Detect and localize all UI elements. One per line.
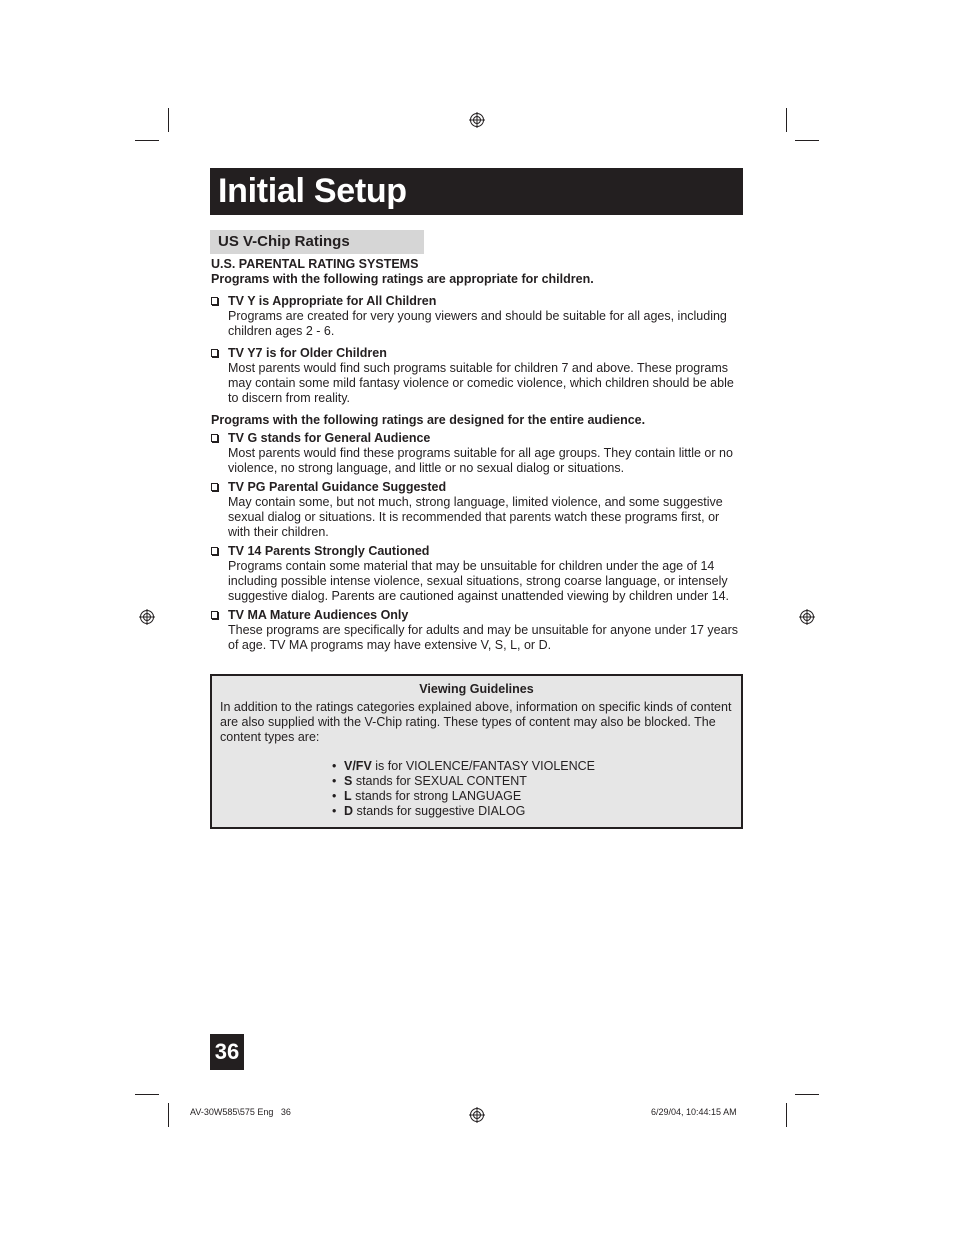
rating-systems-heading: U.S. PARENTAL RATING SYSTEMS: [211, 257, 419, 271]
rating-title: TV Y7 is for Older Children: [228, 346, 387, 360]
rating-title: TV PG Parental Guidance Suggested: [228, 480, 447, 494]
registration-mark-icon: [139, 609, 155, 625]
crop-mark: [168, 1103, 169, 1127]
page-title-bar: [210, 168, 743, 215]
rating-item: [211, 346, 743, 406]
rating-title: TV Y is Appropriate for All Children: [228, 294, 437, 308]
checkbox-bullet-icon: [211, 483, 218, 491]
content-code: D: [344, 804, 354, 818]
content-description: is for VIOLENCE/FANTASY VIOLENCE: [371, 759, 596, 773]
rating-title: TV MA Mature Audiences Only: [228, 608, 409, 622]
bullet-icon: •: [332, 804, 337, 818]
rating-description: These programs are specifically for adults and may be unsuitable for anyone under 17 years of age. TV MA programs may have extensive V, S, L, or D.: [228, 623, 739, 652]
rating-description: Programs are created for very young viewers and should be suitable for all ages, including children ages 2 - 6.: [228, 309, 727, 338]
rating-item: [211, 608, 743, 653]
rating-description: Most parents would find such programs suitable for children 7 and above. These programs may contain some mild fantasy violence or comedic violence, which children should be able to discern from reality.: [228, 361, 734, 405]
ratings-content: [211, 257, 743, 653]
checkbox-bullet-icon: [211, 349, 218, 357]
rating-item: [211, 480, 743, 540]
crop-mark: [795, 140, 819, 141]
registration-mark-icon: [799, 609, 815, 625]
list-item: [332, 789, 595, 804]
list-item: [332, 774, 595, 789]
crop-mark: [135, 140, 159, 141]
footer-file-info: AV-30W585\575 Eng 36: [190, 1107, 291, 1117]
content-description: stands for strong LANGUAGE: [351, 789, 522, 803]
checkbox-bullet-icon: [211, 611, 218, 619]
bullet-icon: •: [332, 774, 337, 788]
checkbox-bullet-icon: [211, 434, 218, 442]
crop-mark: [786, 108, 787, 132]
rating-item: [211, 431, 743, 476]
content-types-list: [332, 759, 595, 819]
crop-mark: [795, 1094, 819, 1095]
rating-item: [211, 544, 743, 604]
rating-description: May contain some, but not much, strong language, limited violence, and some suggestive sexual dialog or situations. It is recommended that parents watch these programs first, or with their children.: [228, 495, 723, 539]
content-code: L: [344, 789, 352, 803]
rating-description: Programs contain some material that may be unsuitable for children under the age of 14 including possible intense violence, sexual situations, strong coarse language, or intensely suggestive dialog. Parents are cautioned against unattended viewing by children under 14.: [228, 559, 730, 603]
bullet-icon: •: [332, 759, 337, 773]
page-title: Initial Setup: [218, 172, 407, 210]
checkbox-bullet-icon: [211, 547, 218, 555]
footer-timestamp: 6/29/04, 10:44:15 AM: [651, 1107, 737, 1117]
list-item: [332, 804, 595, 819]
content-code: V/FV: [344, 759, 372, 773]
content-description: stands for SEXUAL CONTENT: [352, 774, 527, 788]
rating-description: Most parents would find these programs suitable for all age groups. They contain little or no violence, no strong language, and little or no sexual dialog or situations.: [228, 446, 733, 475]
viewing-guidelines-title: Viewing Guidelines: [419, 682, 534, 696]
children-ratings-note: Programs with the following ratings are appropriate for children.: [211, 272, 594, 286]
bullet-icon: •: [332, 789, 337, 803]
crop-mark: [786, 1103, 787, 1127]
rating-title: TV 14 Parents Strongly Cautioned: [228, 544, 430, 558]
crop-mark: [168, 108, 169, 132]
registration-mark-icon: [469, 1107, 485, 1123]
content-description: stands for suggestive DIALOG: [353, 804, 526, 818]
list-item: [332, 759, 595, 774]
viewing-guidelines-box: [210, 674, 743, 829]
checkbox-bullet-icon: [211, 297, 218, 305]
rating-title: TV G stands for General Audience: [228, 431, 431, 445]
content-code: S: [344, 774, 353, 788]
audience-ratings-note: Programs with the following ratings are designed for the entire audience.: [211, 413, 646, 427]
rating-item: [211, 294, 743, 339]
crop-mark: [135, 1094, 159, 1095]
registration-mark-icon: [469, 112, 485, 128]
section-title: US V-Chip Ratings: [218, 233, 350, 250]
viewing-guidelines-text: In addition to the ratings categories explained above, information on specific kinds of content are also supplied with the V-Chip rating. These types of content may also be blocked. The content types are:: [220, 700, 732, 744]
page-number: 36: [210, 1034, 244, 1070]
section-heading-box: [210, 230, 424, 254]
